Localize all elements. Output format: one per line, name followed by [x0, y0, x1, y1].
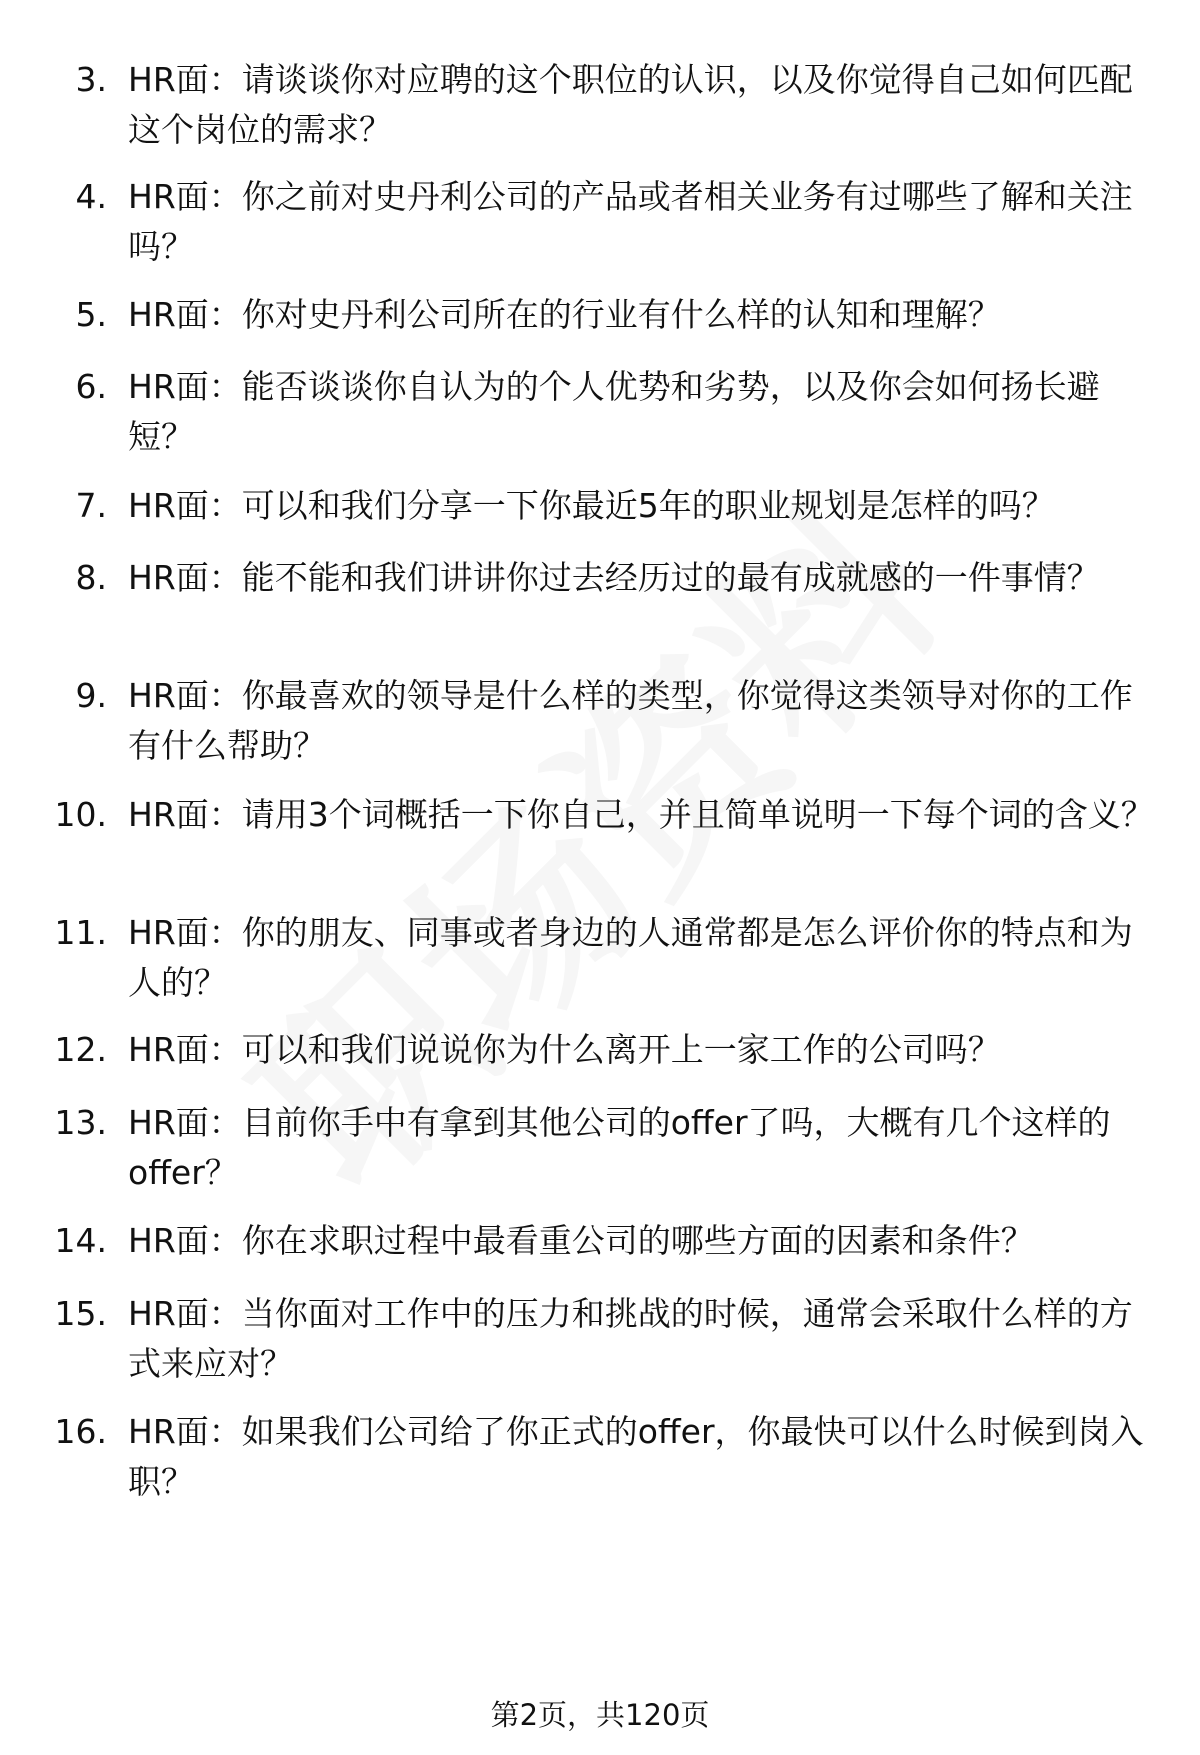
list-item-number: 16. [54, 1412, 107, 1451]
list-item-text: HR面：你的朋友、同事或者身边的人通常都是怎么评价你的特点和为人的？ [128, 913, 1133, 1002]
list-item-text: HR面：可以和我们说说你为什么离开上一家工作的公司吗？ [128, 1030, 1001, 1069]
list-item-number: 7. [75, 486, 107, 525]
list-item-text: HR面：当你面对工作中的压力和挑战的时候，通常会采取什么样的方式来应对？ [128, 1294, 1133, 1383]
list-item-text: HR面：你在求职过程中最看重公司的哪些方面的因素和条件？ [128, 1221, 1034, 1260]
list-item-number: 4. [75, 177, 107, 216]
list-item-text: HR面：请用3个词概括一下你自己，并且简单说明一下每个词的含义？ [128, 795, 1154, 834]
list-item-number: 11. [54, 913, 107, 952]
list-item-text: HR面：能不能和我们讲讲你过去经历过的最有成就感的一件事情？ [128, 558, 1100, 597]
list-item-text: HR面：你之前对史丹利公司的产品或者相关业务有过哪些了解和关注吗？ [128, 177, 1133, 266]
list-item-number: 13. [54, 1103, 107, 1142]
list-item-text: HR面：请谈谈你对应聘的这个职位的认识，以及你觉得自己如何匹配这个岗位的需求？ [128, 60, 1133, 149]
list-item-text: HR面：你最喜欢的领导是什么样的类型，你觉得这类领导对你的工作有什么帮助？ [128, 676, 1133, 765]
list-item-text: HR面：你对史丹利公司所在的行业有什么样的认知和理解？ [128, 295, 1001, 334]
list-item-number: 8. [75, 558, 107, 597]
list-item-text: HR面：可以和我们分享一下你最近5年的职业规划是怎样的吗？ [128, 486, 1055, 525]
page-number-footer: 第2页，共120页 [490, 1698, 710, 1732]
list-item-number: 5. [75, 295, 107, 334]
list-item-number: 14. [54, 1221, 107, 1260]
list-item-text: HR面：如果我们公司给了你正式的offer，你最快可以什么时候到岗入职？ [128, 1412, 1144, 1501]
list-item-number: 10. [54, 795, 107, 834]
list-item-number: 6. [75, 367, 107, 406]
list-item-text: HR面：目前你手中有拿到其他公司的offer了吗，大概有几个这样的offer？ [128, 1103, 1111, 1192]
list-item-number: 9. [75, 676, 107, 715]
list-item-number: 15. [54, 1294, 107, 1333]
list-item-number: 12. [54, 1030, 107, 1069]
list-item-number: 3. [75, 60, 107, 99]
list-item-text: HR面：能否谈谈你自认为的个人优势和劣势，以及你会如何扬长避短？ [128, 367, 1100, 456]
